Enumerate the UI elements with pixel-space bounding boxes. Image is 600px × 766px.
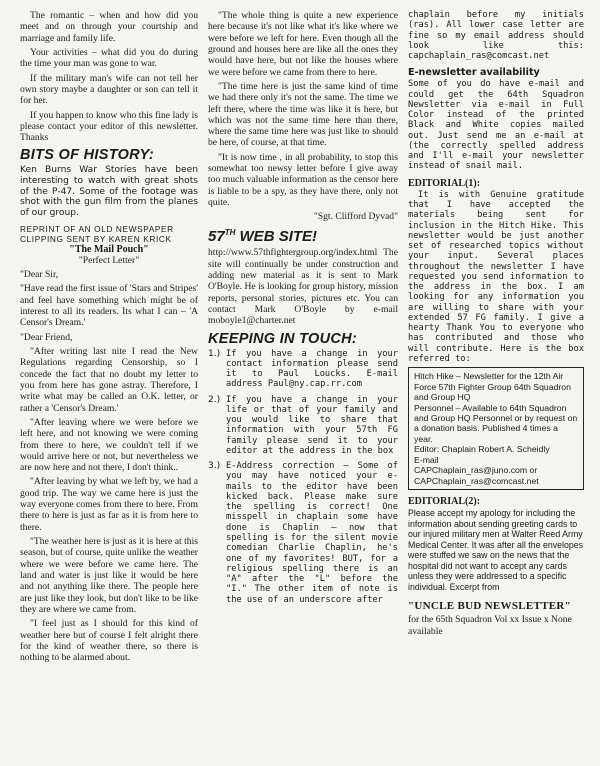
enewsletter-text: Some of you do have e-mail and could get the 64th Squadron Newsletter via e-mail in Full Color instead of the printed Black and White copies mailed out. Just send me an e-mail at (the correctly spelled address and I'll e-mail your newsletter instead of snail mail.	[408, 79, 584, 172]
reprint-heading: REPRINT OF AN OLD NEWSPAPER CLIPPING SENT BY KAREN KRICK	[20, 224, 174, 245]
intro-paragraph: If the military man's wife can not tell her own story maybe a daughter or son can tell it for her.	[20, 72, 198, 107]
letter-paragraph: "The time here is just the same kind of time we had there only it's not the same. The time we left there, where the time was like it is here, but which was not the same time here than there, where the same time here was just like to should be here, of course, at that time.	[208, 80, 398, 149]
box-line: E-mail	[414, 454, 439, 465]
column-middle	[208, 10, 398, 760]
letter-paragraph: "It is now time , in all probability, to stop this somewhat too newsy letter before I give away too much valuable information as the censor here is liable to be a spy, as they have there, only not quite.	[208, 151, 398, 208]
box-line: CAPChaplain_ras@juno.com or	[414, 465, 538, 476]
box-line: CAPChaplain_ras@comcast.net	[414, 475, 539, 486]
enewsletter-heading: E-newsletter availability	[408, 67, 540, 79]
letter-paragraph: "After leaving by what we left by, we had a good trip. The way we came here is just the way everyone comes from there to here. From there to here is just as far as it is from here to there.	[20, 476, 198, 533]
column-right	[408, 10, 584, 760]
editorial-1-text: It is with Genuine gratitude that I have accepted the materials being sent for inclusion in the Hitch Hike. This newsletter would be just another set of researched topics without your input. Several places throughout the newsletter I have requested you send information to the address in the box. I am looking for any information you are willing to share with your extended 57 FG family. I give a hearty Thank You to everyone who has contributed and those who will contribute. Here is the box referred to:	[408, 189, 584, 364]
web-heading-number: 57	[208, 228, 225, 246]
web-site-text: http://www.57thfightergroup.org/index.html The site will continually be under construction and adding new material as it is sent to Mark O'Boyle. He is looking for group history, mission reports, personal stories, pictures etc. You can contact Mark O'Boyle by e-mail moboyle1@charter.net	[208, 247, 398, 327]
keeping-in-touch-heading: KEEPING IN TOUCH:	[208, 330, 358, 347]
letter-paragraph: "I feel just as I should for this kind of weather here but of course I felt alright there for the kind of weather there, so there is nothing to be alarmed about.	[20, 618, 198, 664]
web-heading-text: WEB SITE!	[235, 228, 318, 246]
intro-paragraph: Your activities – what did you do during the time your man was gone to war.	[20, 46, 198, 70]
uncle-bud-text: for the 65th Squadron Vol xx Issue x None available	[408, 614, 572, 637]
uncle-bud-heading: "UNCLE BUD NEWSLETTER"	[408, 600, 572, 613]
letter-signature: "Sgt. Clifford Dyvad"	[313, 211, 398, 223]
touch-continued-text: chaplain before my initials (ras). All lower case letter are fine so my email address should look like this: capchaplain_ras@comcast.net	[408, 10, 584, 62]
bits-of-history-text: Ken Burns War Stories have been interesting to watch with great shots of the P-47. Some of the footage was shot with the gun film from the planes of our group.	[20, 165, 198, 218]
web-site-heading	[208, 228, 398, 245]
keeping-in-touch-list	[208, 349, 398, 605]
web-heading-superscript: TH	[224, 228, 236, 238]
list-number: 3.)	[208, 461, 221, 472]
newsletter-info-box	[408, 367, 584, 490]
list-text: E-Address correction – Some of you may have noticed your e-mails to the editor have been kicked back. Please make sure the spelling is correct! One misspell in chaplain some have done is Chaplin – now that spelling is for the silent movie comedian Charlie Chaplin, he's one of my favorites! BUT, for a religious spelling there is an "A" after the "L" before the "I." The other item of note is the use of an underscore after	[226, 461, 398, 605]
letter-paragraph: "The weather here is just as it is here at this season, but of course, quite unlike the weather where we were before we came here. The land and water is just like it would be here and not anything like there. The people here are just like they look, but don't like to be like they are where we came from.	[20, 536, 198, 615]
list-text: If you have a change in your contact information please send it to Paul Loucks. E-mail address Paul@ny.cap.rr.com	[226, 348, 398, 390]
editorial-2-text: Please accept my apology for including the information about sending greeting cards to our injured military men at Walter Reed Army Medical Center. It was after all the envelopes were stuffed we saw on the news that the hospital did not want to accept any cards unless they were addressed to a specific individual. Excerpt from	[408, 508, 584, 592]
mail-pouch-title: "The Mail Pouch"	[69, 244, 149, 256]
intro-paragraph: The romantic – when and how did you meet and on through your courtship and marriage and family life.	[20, 10, 198, 44]
letter-paragraph: "Have read the first issue of 'Stars and Stripes' and feel have something which might be of interest to all its readers. Its what I can – 'A Censor's Dream.'	[20, 283, 198, 329]
list-item	[208, 395, 398, 457]
letter-paragraph: "Dear Friend,	[20, 331, 73, 343]
letter-paragraph: "The whole thing is quite a new experience here because it's not like what it's like where we were before we left for here. Even though all the ground and houses here are like all the ones they would have here, but not like the houses where we were before we came from there to here.	[208, 10, 398, 78]
box-line: Hitch Hike – Newsletter for the 12th Air Force 57th Fighter Group 64th Squadron and Group HQ	[414, 371, 571, 403]
letter-paragraph: "After leaving where we were before we left here, and not knowing we were coming from there to here, we couldn't tell if we would arrive here or not, but nevertheless we are now here and not there, I don't think..	[20, 416, 198, 474]
letter-paragraph: "Dear Sir,	[20, 269, 59, 281]
editorial-2-heading: EDITORIAL(2):	[408, 496, 481, 508]
list-text: If you have a change in your life or that of your family and you would like to share that information with your 57th FG family please send it to your editor at the address in the box	[226, 394, 398, 456]
column-left	[20, 10, 198, 760]
list-number: 1.)	[208, 348, 221, 359]
intro-paragraph: If you happen to know who this fine lady is please contact your editor of this newsletter. Thanks	[20, 109, 198, 144]
letter-paragraph: "After writing last nite I read the New Regulations regarding Censorship, so I concede the fact that no doubt my letter to you from here has gone astray. Therefore, I write what may be called an O.K. letter, or rather a 'Censor's Dream.'	[20, 346, 198, 414]
list-number: 2.)	[208, 394, 221, 405]
bits-of-history-heading: BITS OF HISTORY:	[20, 147, 154, 164]
box-line: Personnel – Available to 64th Squadron and Group HQ Personnel or by request on a donation basis. Published 4 times a year.	[414, 402, 578, 444]
box-line: Editor: Chaplain Robert A. Scheidly	[414, 444, 550, 455]
editorial-1-heading: EDITORIAL(1):	[408, 177, 481, 189]
list-item	[208, 461, 398, 605]
list-item	[208, 349, 398, 390]
perfect-letter-title: "Perfect Letter"	[78, 255, 140, 267]
